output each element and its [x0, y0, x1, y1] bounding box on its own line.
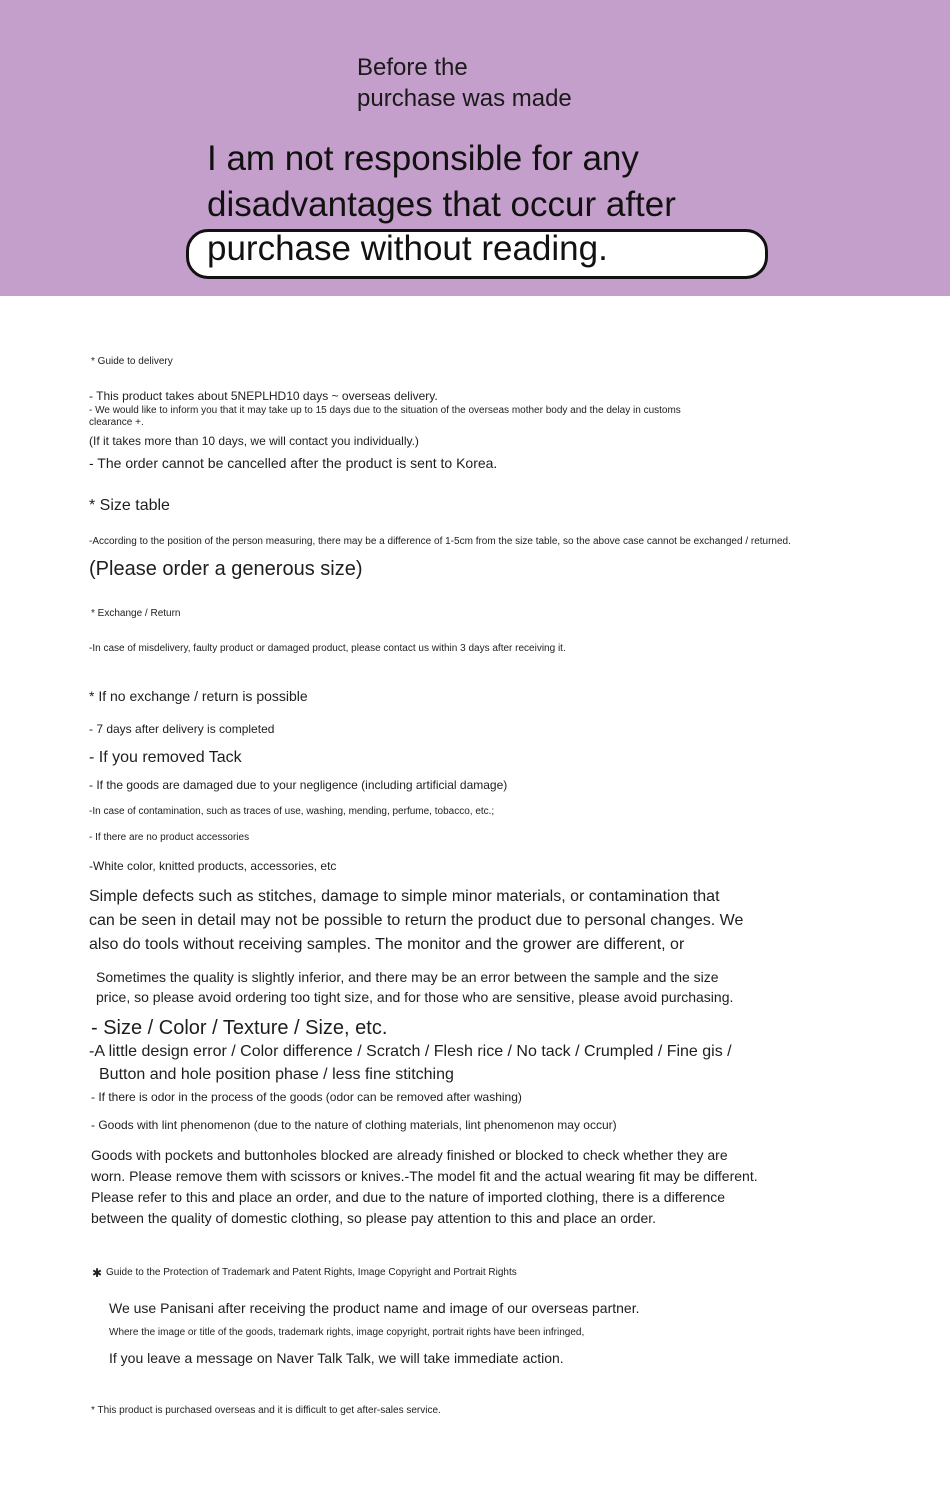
pockets-para-line2: worn. Please remove them with scissors or knives.-The model fit and the actual wearing fit may be different.	[91, 1168, 758, 1184]
no-exchange-item2: - If you removed Tack	[89, 749, 242, 766]
odor-note: - If there is odor in the process of the goods (odor can be removed after washing)	[91, 1090, 522, 1104]
pockets-para-line3: Please refer to this and place an order, and due to the nature of imported clothing, there is a difference	[91, 1189, 726, 1205]
exchange-note: -In case of misdelivery, faulty product or damaged product, please contact us within 3 days after receiving it.	[89, 643, 566, 654]
no-exchange-item1: - 7 days after delivery is completed	[89, 722, 275, 736]
size-color-heading: - Size / Color / Texture / Size, etc.	[91, 1017, 388, 1039]
delivery-line1: - This product takes about 5NEPLHD10 days ~ overseas delivery.	[89, 389, 438, 403]
banner-main-line2: disadvantages that occur after	[207, 185, 676, 224]
delivery-line2a: - We would like to inform you that it may take up to 15 days due to the situation of the overseas mother body and the delay in customs	[89, 405, 681, 416]
defects-para-line3: also do tools without receiving samples. The monitor and the grower are different, or	[89, 936, 685, 953]
exchange-heading: * Exchange / Return	[91, 608, 181, 619]
banner-main-text	[207, 136, 676, 228]
size-table-big-note: (Please order a generous size)	[89, 558, 363, 580]
size-table-note: -According to the position of the person measuring, there may be a difference of 1-5cm from the size table, so the above case cannot be exchanged / returned.	[89, 536, 791, 547]
delivery-heading: * Guide to delivery	[91, 356, 173, 367]
banner-main-line3: purchase without reading.	[207, 229, 608, 268]
defects-para-line1: Simple defects such as stitches, damage to simple minor materials, or contamination that	[89, 888, 720, 905]
banner-main-line1: I am not responsible for any	[207, 139, 639, 178]
no-exchange-item4: -In case of contamination, such as traces of use, washing, mending, perfume, tobacco, etc.;	[89, 806, 495, 817]
no-exchange-item6: -White color, knitted products, accessories, etc	[89, 859, 337, 873]
defects-para-line2: can be seen in detail may not be possible to return the product due to personal changes. We	[89, 912, 744, 929]
banner-subtitle	[357, 52, 572, 114]
delivery-line2b: clearance +.	[89, 417, 144, 428]
delivery-line4: - The order cannot be cancelled after the product is sent to Korea.	[89, 455, 498, 471]
design-error-line2: Button and hole position phase / less fine stitching	[99, 1066, 454, 1083]
rights-heading: Guide to the Protection of Trademark and Patent Rights, Image Copyright and Portrait Rights	[106, 1267, 517, 1278]
banner-subtitle-line2: purchase was made	[357, 85, 572, 112]
quality-para-line1: Sometimes the quality is slightly inferior, and there may be an error between the sample and the size	[96, 969, 719, 985]
pockets-para-line4: between the quality of domestic clothing, so please pay attention to this and place an order.	[91, 1210, 657, 1226]
size-table-heading: * Size table	[89, 497, 170, 514]
warning-banner	[0, 0, 950, 296]
delivery-line3: (If it takes more than 10 days, we will contact you individually.)	[89, 434, 419, 448]
asterisk-icon: ✱	[92, 1266, 103, 1280]
lint-note: - Goods with lint phenomenon (due to the nature of clothing materials, lint phenomenon may occur)	[91, 1118, 617, 1132]
no-exchange-item5: - If there are no product accessories	[89, 832, 250, 843]
rights-line2: Where the image or title of the goods, trademark rights, image copyright, portrait rights have been infringed,	[109, 1327, 585, 1338]
rights-line3: If you leave a message on Naver Talk Talk, we will take immediate action.	[109, 1350, 564, 1366]
quality-para-line2: price, so please avoid ordering too tight size, and for those who are sensitive, please avoid purchasing.	[96, 989, 734, 1005]
design-error-line1: -A little design error / Color difference / Scratch / Flesh rice / No tack / Crumpled / Fine gis /	[89, 1043, 732, 1060]
no-exchange-heading: * If no exchange / return is possible	[89, 688, 308, 704]
pockets-para-line1: Goods with pockets and buttonholes blocked are already finished or blocked to check whether they are	[91, 1147, 728, 1163]
banner-subtitle-line1: Before the	[357, 54, 468, 81]
no-exchange-item3: - If the goods are damaged due to your negligence (including artificial damage)	[89, 778, 508, 792]
rights-line1: We use Panisani after receiving the product name and image of our overseas partner.	[109, 1300, 640, 1316]
footer-note: * This product is purchased overseas and it is difficult to get after-sales service.	[91, 1405, 441, 1416]
